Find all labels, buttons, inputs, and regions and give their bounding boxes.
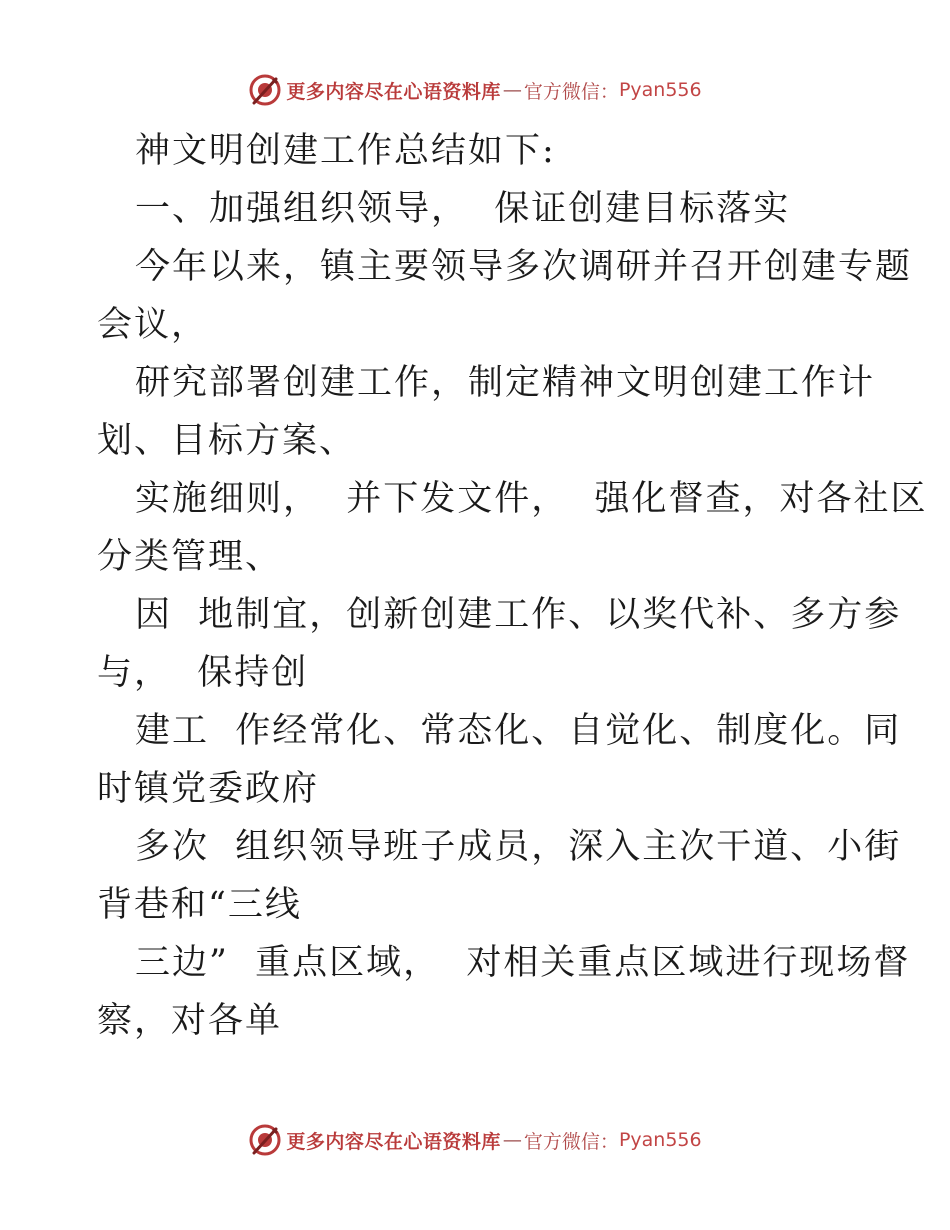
text-line: 时镇党委政府 bbox=[97, 769, 320, 809]
text-line: 实施细则， 并下发文件， 强化督查，对各社区 bbox=[135, 479, 928, 519]
text-line: 划、目标方案、 bbox=[97, 421, 357, 461]
text-line: 三边” 重点区域， 对相关重点区域进行现场督 bbox=[135, 943, 911, 983]
text-line: 研究部署创建工作，制定精神文明创建工作计 bbox=[135, 363, 876, 403]
watermark-main-text: 更多内容尽在心语资料库 bbox=[286, 80, 501, 103]
watermark-footer bbox=[0, 1120, 950, 1160]
watermark-separator: — bbox=[502, 79, 522, 101]
text-line: 会议， bbox=[97, 305, 209, 345]
pen-seal-icon bbox=[248, 73, 282, 107]
watermark-separator: — bbox=[502, 1129, 522, 1151]
text-line: 建工 作经常化、常态化、自觉化、制度化。同 bbox=[135, 711, 902, 751]
document-body bbox=[97, 122, 928, 1050]
text-line: 因 地制宜，创新创建工作、以奖代补、多方参 bbox=[135, 595, 902, 635]
text-line: 一、加强组织领导， 保证创建目标落实 bbox=[135, 189, 791, 229]
watermark-main-text: 更多内容尽在心语资料库 bbox=[286, 1130, 501, 1153]
pen-seal-icon bbox=[248, 1123, 282, 1157]
text-line: 多次 组织领导班子成员，深入主次干道、小街 bbox=[135, 827, 902, 867]
watermark-account: Pyan556 bbox=[618, 1129, 702, 1151]
text-line: 背巷和“三线 bbox=[97, 885, 302, 925]
watermark-account: Pyan556 bbox=[618, 79, 702, 101]
watermark-sub-text: 官方微信： bbox=[523, 1130, 619, 1153]
text-line: 今年以来，镇主要领导多次调研并召开创建专题 bbox=[135, 247, 913, 287]
text-line: 与， 保持创 bbox=[97, 653, 309, 693]
text-line: 察，对各单 bbox=[97, 1001, 283, 1041]
watermark-header bbox=[0, 70, 950, 110]
text-line: 神文明创建工作总结如下: bbox=[135, 131, 556, 171]
watermark-sub-text: 官方微信： bbox=[523, 80, 619, 103]
text-line: 分类管理、 bbox=[97, 537, 283, 577]
